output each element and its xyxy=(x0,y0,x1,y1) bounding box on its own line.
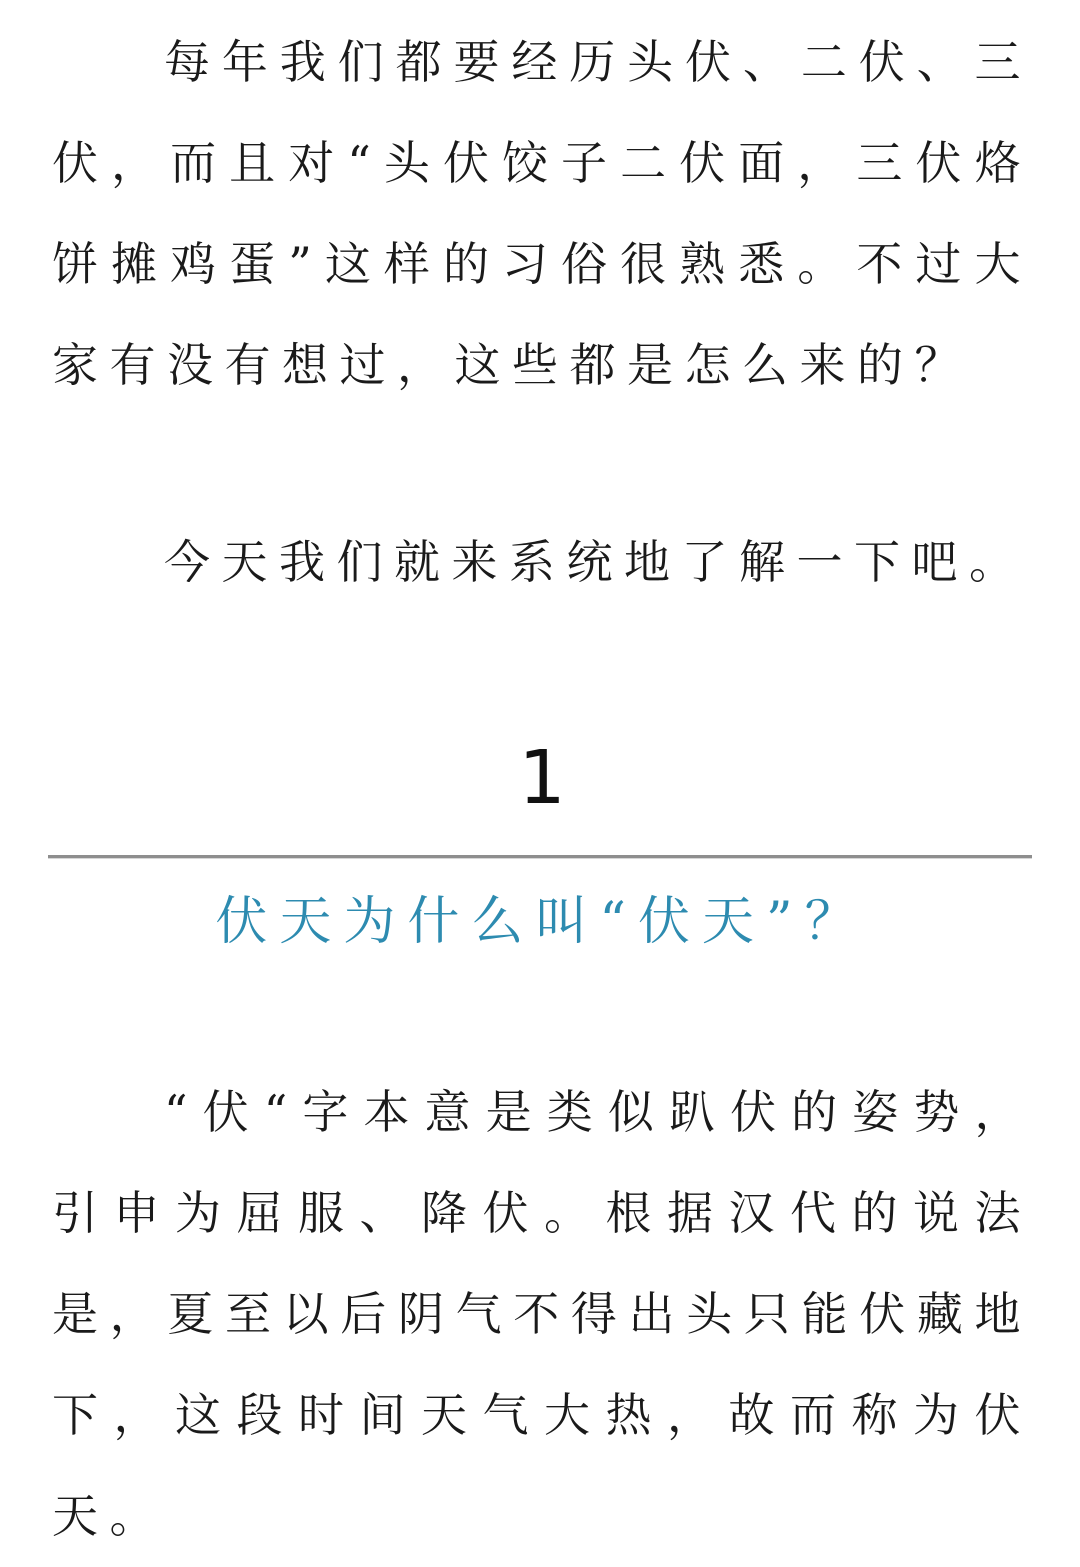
section-body-paragraph: “伏“字本意是类似趴伏的姿势，引申为屈服、降伏。根据汉代的说法是，夏至以后阴气不得出头只能伏藏地下，这段时间天气大热，故而称为伏天。 xyxy=(52,1085,1032,1543)
section-divider xyxy=(48,855,1032,858)
intro-paragraph-2: 今天我们就来系统地了解一下吧。 xyxy=(164,535,1027,589)
article-body xyxy=(52,0,1032,1565)
section-title: 伏天为什么叫“伏天”？ xyxy=(215,892,869,952)
section-number: 1 xyxy=(518,735,566,821)
intro-paragraph: 每年我们都要经历头伏、二伏、三伏，而且对“头伏饺子二伏面，三伏烙饼摊鸡蛋”这样的习俗很熟悉。不过大家有没有想过，这些都是怎么来的？ xyxy=(52,35,1032,392)
